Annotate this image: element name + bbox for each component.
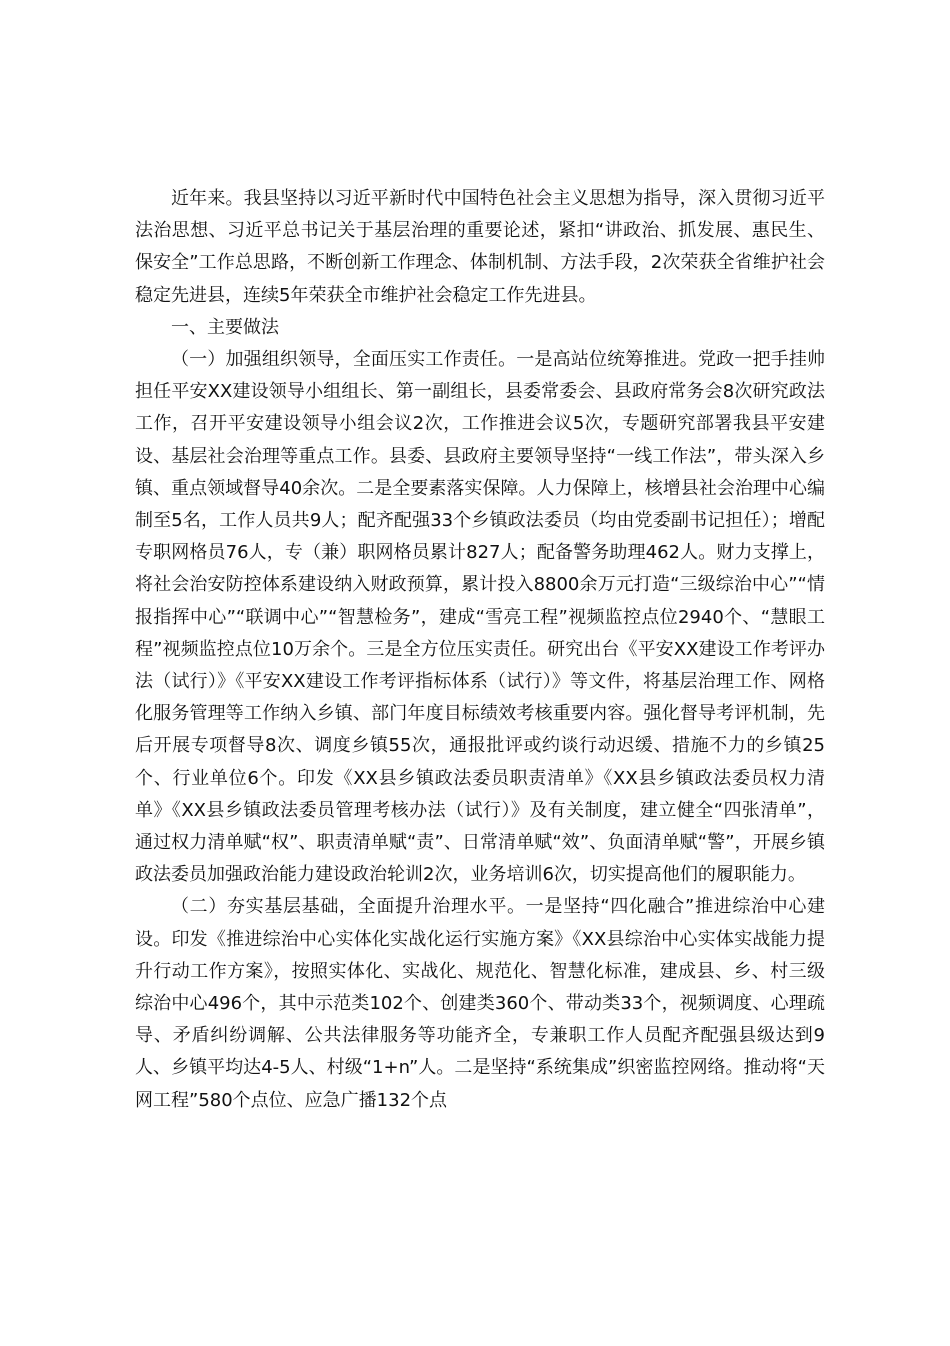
section-heading: 一、主要做法 (171, 316, 279, 338)
subsection-paragraph-2: （二）夯实基层基础，全面提升治理水平。一是坚持“四化融合”推进综治中心建设。印发《推进综治中心实体化实战化运行实施方案》《XX县综治中心实体实战能力提升行动工作方案》，按照实体化、实战化、规范化、智慧化标准，建成县、乡、村三级综治中心496个，其中示范类102个、创建类360个、带动类33个，视频调度、心理疏导、矛盾纠纷调解、公共法律服务等功能齐全，专兼职工作人员配齐配强县级达到9人、乡镇平均达4-5人、村级“1+n”人。二是坚持“系统集成”织密监控网络。推动将“天网工程”580个点位、应急广播132个点 (135, 896, 825, 1111)
intro-paragraph: 近年来。我县坚持以习近平新时代中国特色社会主义思想为指导，深入贯彻习近平法治思想、习近平总书记关于基层治理的重要论述，紧扣“讲政治、抓发展、惠民生、保安全”工作总思路，不断创新工作理念、体制机制、方法手段，2次荣获全省维护社会稳定先进县，连续5年荣获全市维护社会稳定工作先进县。 (135, 188, 825, 306)
document-body (135, 183, 825, 1117)
subsection-paragraph-1: （一）加强组织领导，全面压实工作责任。一是高站位统筹推进。党政一把手挂帅担任平安XX建设领导小组组长、第一副组长，县委常委会、县政府常务会8次研究政法工作，召开平安建设领导小组会议2次，工作推进会议5次，专题研究部署我县平安建设、基层社会治理等重点工作。县委、县政府主要领导坚持“一线工作法”，带头深入乡镇、重点领域督导40余次。二是全要素落实保障。人力保障上，核增县社会治理中心编制至5名，工作人员共9人；配齐配强33个乡镇政法委员（均由党委副书记担任）；增配专职网格员76人，专（兼）职网格员累计827人；配备警务助理462人。财力支撑上，将社会治安防控体系建设纳入财政预算，累计投入8800余万元打造“三级综治中心”“情报指挥中心”“联调中心”“智慧检务”，建成“雪亮工程”视频监控点位2940个、“慧眼工程”视频监控点位10万余个。三是全方位压实责任。研究出台《平安XX建设工作考评办法（试行）》《平安XX建设工作考评指标体系（试行）》等文件，将基层治理工作、网格化服务管理等工作纳入乡镇、部门年度目标绩效考核重要内容。强化督导考评机制，先后开展专项督导8次、调度乡镇55次，通报批评或约谈行动迟缓、措施不力的乡镇25个、行业单位6个。印发《XX县乡镇政法委员职责清单》《XX县乡镇政法委员权力清单》《XX县乡镇政法委员管理考核办法（试行）》及有关制度，建立健全“四张清单”，通过权力清单赋“权”、职责清单赋“责”、日常清单赋“效”、负面清单赋“警”，开展乡镇政法委员加强政治能力建设政治轮训2次，业务培训6次，切实提高他们的履职能力。 (135, 349, 825, 886)
